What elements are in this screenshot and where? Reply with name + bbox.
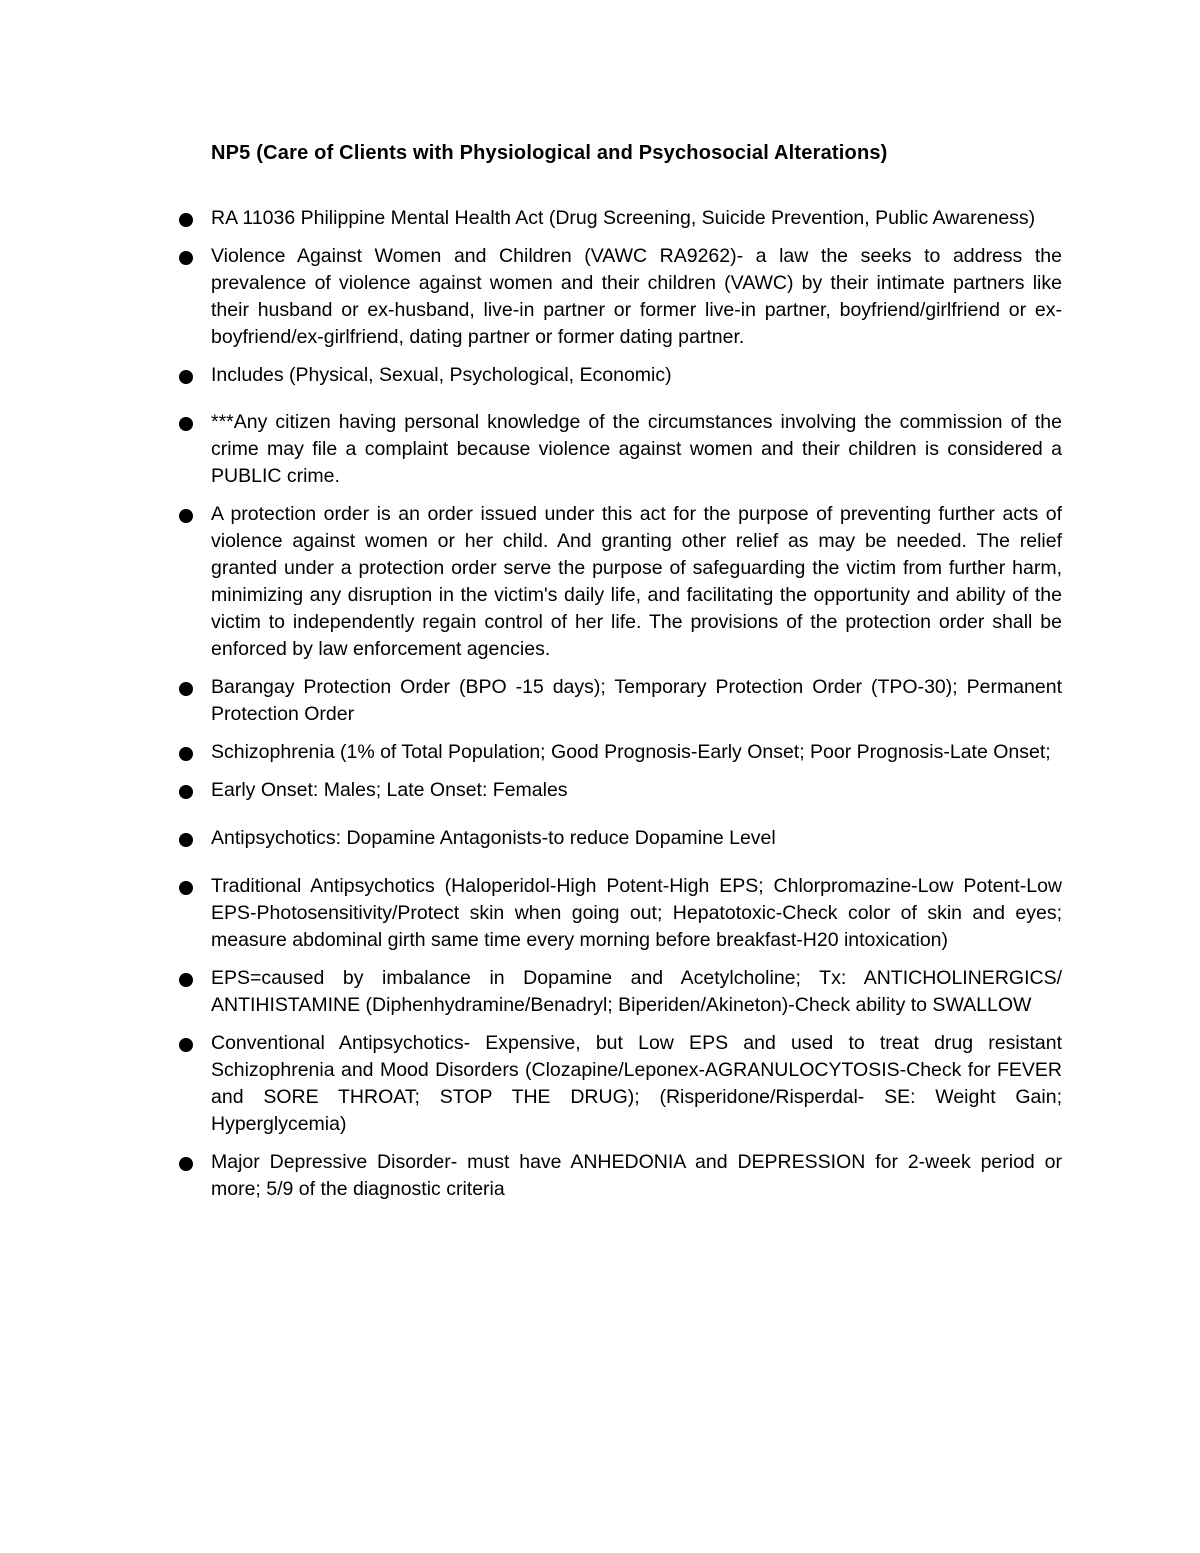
list-item-text: Barangay Protection Order (BPO -15 days); Temporary Protection Order (TPO-30); Permanent Protection Order [211,676,1062,725]
bullet-icon [179,213,193,227]
bullet-icon [179,881,193,895]
list-item [172,739,1062,766]
bullet-icon [179,747,193,761]
bullet-icon [179,1157,193,1171]
list-item [172,825,1062,852]
bullet-icon [179,509,193,523]
list-item [172,777,1062,804]
list-item [172,362,1062,389]
bullet-icon [179,417,193,431]
list-item [172,965,1062,1019]
list-item-text: EPS=caused by imbalance in Dopamine and Acetylcholine; Tx: ANTICHOLINERGICS/ ANTIHISTAMINE (Diphenhydramine/Benadryl; Biperiden/Akineton)-Check ability to SWALLOW [211,967,1062,1016]
page-title: NP5 (Care of Clients with Physiological and Psychosocial Alterations) [211,142,888,164]
bullet-icon [179,785,193,799]
list-item-text: Major Depressive Disorder- must have ANHEDONIA and DEPRESSION for 2-week period or more; 5/9 of the diagnostic criteria [211,1151,1062,1200]
list-item-text: A protection order is an order issued under this act for the purpose of preventing further acts of violence against women or her child. And granting other relief as may be needed. The relief granted under a protection order serve the purpose of safeguarding the victim from further harm, minimizing any disruption in the victim's daily life, and facilitating the opportunity and ability of the victim to independently regain control of her life. The provisions of the protection order shall be enforced by law enforcement agencies. [211,503,1062,660]
list-item-text: ***Any citizen having personal knowledge of the circumstances involving the commission of the crime may file a complaint because violence against women and their children is considered a PUBLIC crime. [211,411,1062,487]
bullet-list [172,205,1062,1203]
list-item-text: RA 11036 Philippine Mental Health Act (Drug Screening, Suicide Prevention, Public Awareness) [211,207,1036,229]
bullet-icon [179,251,193,265]
bullet-icon [179,370,193,384]
bullet-icon [179,682,193,696]
bullet-icon [179,973,193,987]
list-item [172,674,1062,728]
bullet-icon [179,1038,193,1052]
list-item [172,1149,1062,1203]
list-item-text: Traditional Antipsychotics (Haloperidol-High Potent-High EPS; Chlorpromazine-Low Potent-Low EPS-Photosensitivity/Protect skin when going out; Hepatotoxic-Check color of skin and eyes; measure abdominal girth same time every morning before breakfast-H20 intoxication) [211,875,1062,951]
list-item [172,1030,1062,1138]
list-item [172,243,1062,351]
list-item [172,409,1062,490]
list-item-text: Conventional Antipsychotics- Expensive, but Low EPS and used to treat drug resistant Schizophrenia and Mood Disorders (Clozapine/Leponex-AGRANULOCYTOSIS-Check for FEVER and SORE THROAT; STOP THE DRUG); (Risperidone/Risperdal- SE: Weight Gain; Hyperglycemia) [211,1032,1062,1135]
list-item-text: Antipsychotics: Dopamine Antagonists-to reduce Dopamine Level [211,827,776,849]
list-item [172,873,1062,954]
list-item-text: Violence Against Women and Children (VAWC RA9262)- a law the seeks to address the prevalence of violence against women and their children (VAWC) by their intimate partners like their husband or ex-husband, live-in partner or former live-in partner, boyfriend/girlfriend or ex-boyfriend/ex-girlfriend, dating partner or former dating partner. [211,245,1062,348]
list-item-text: Includes (Physical, Sexual, Psychological, Economic) [211,364,672,386]
list-item-text: Early Onset: Males; Late Onset: Females [211,779,568,801]
bullet-icon [179,833,193,847]
list-item [172,501,1062,663]
list-item-text: Schizophrenia (1% of Total Population; Good Prognosis-Early Onset; Poor Prognosis-Late Onset; [211,741,1051,763]
list-item [172,205,1062,232]
